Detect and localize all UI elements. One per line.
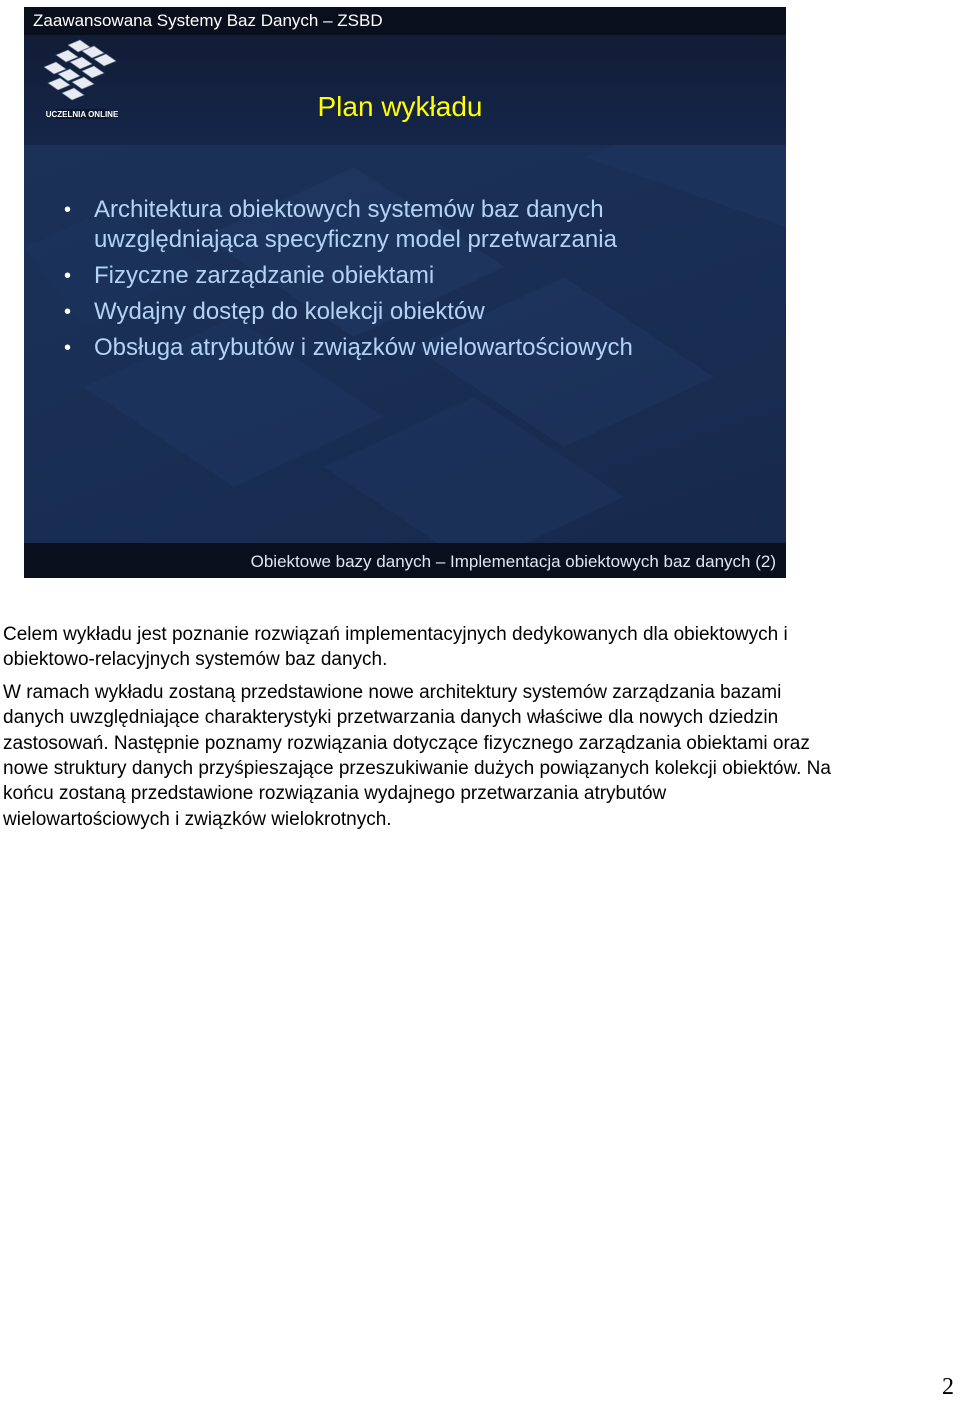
slide-top-bar (24, 7, 786, 35)
page-number: 2 (942, 1374, 954, 1400)
lecture-notes (3, 622, 833, 839)
bullet-dot: • (64, 199, 72, 221)
slide (24, 7, 786, 578)
bullet-item (64, 195, 764, 255)
bullet-text: Wydajny dostęp do kolekcji obiektów (94, 298, 485, 325)
bullet-dot: • (64, 301, 72, 323)
slide-footer (24, 543, 786, 578)
notes-paragraph: Celem wykładu jest poznanie rozwiązań implementacyjnych dedykowanych dla obiektowych i obiektowo-relacyjnych systemów baz danych. (3, 624, 788, 671)
header-band (24, 35, 786, 145)
footer-text: Obiektowe bazy danych – Implementacja obiektowych baz danych (2) (250, 552, 776, 571)
bullet-item (64, 297, 764, 327)
bullet-text: Fizyczne zarządzanie obiektami (94, 262, 435, 289)
course-title: Zaawansowana Systemy Baz Danych – ZSBD (33, 11, 383, 30)
bullet-dot: • (64, 337, 72, 359)
notes-paragraph: W ramach wykładu zostaną przedstawione nowe architektury systemów zarządzania bazami danych uwzględniające charakterystyki przetwarzania danych właściwe dla nowych dziedzin zastosowań. Następnie poznamy rozwiązania dotyczące fizycznego zarządzania obiektami oraz nowe struktury danych przyśpieszające przeszukiwanie dużych powiązanych kolekcji obiektów. Na końcu zostaną przedstawione rozwiązania wydajnego przetwarzania atrybutów wielowartościowych i związków wielokrotnych. (3, 681, 831, 830)
bullet-item (64, 333, 764, 363)
bullet-dot: • (64, 265, 72, 287)
bullet-list (64, 195, 764, 369)
bullet-text: Obsługa atrybutów i związków wielowartościowych (94, 334, 633, 361)
bullet-text: Architektura obiektowych systemów baz danych uwzględniająca specyficzny model przetwarzania (94, 196, 617, 253)
logo-text: UCZELNIA ONLINE (45, 110, 119, 119)
slide-title: Plan wykładu (317, 91, 483, 122)
bullet-item (64, 261, 764, 291)
